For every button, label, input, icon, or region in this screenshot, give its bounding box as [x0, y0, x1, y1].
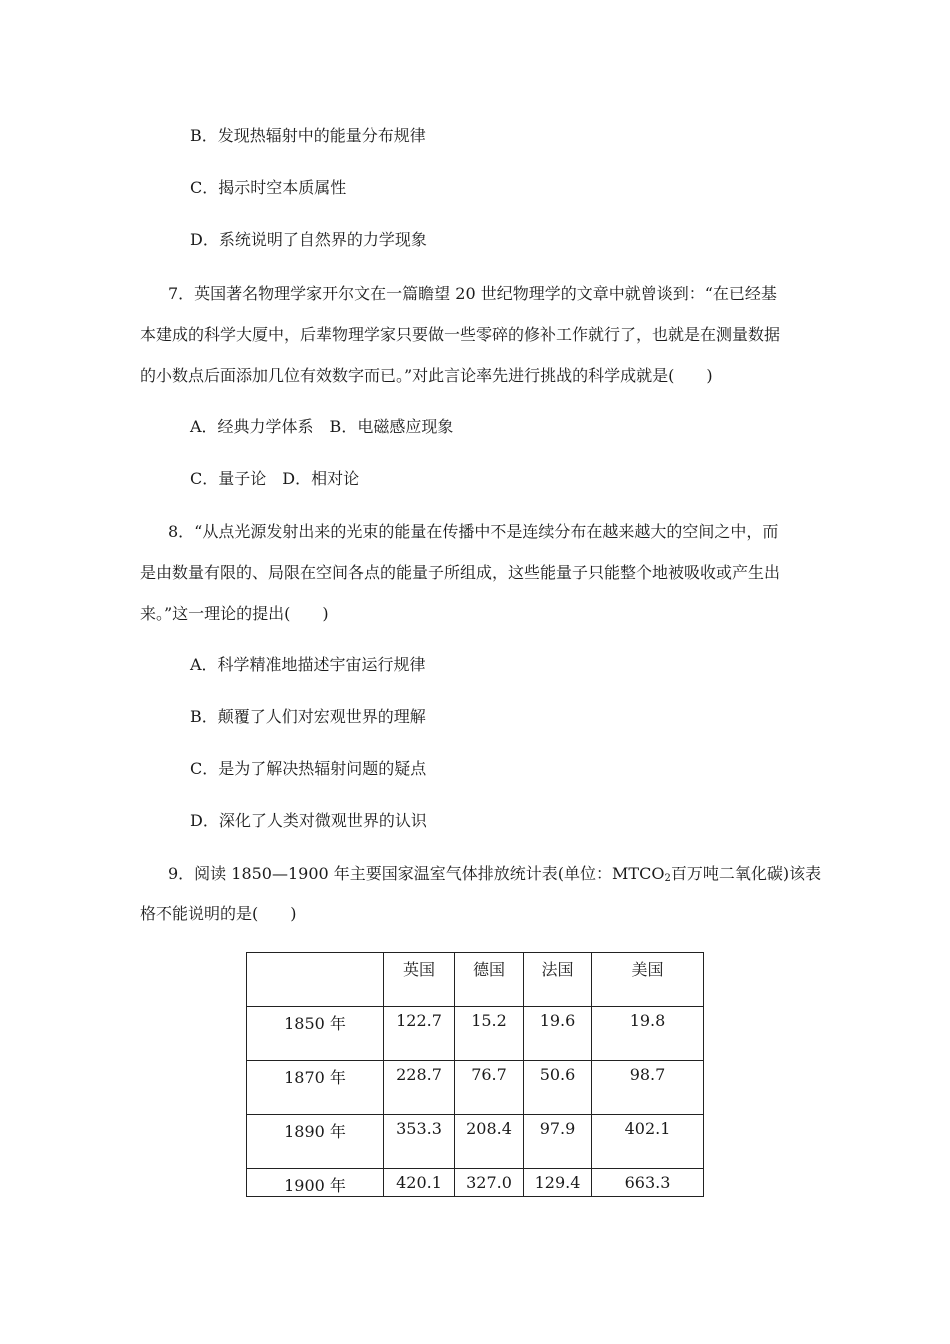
q9-stem-line-2: 格不能说明的是( ): [140, 904, 297, 923]
q9-stem-subscript: 2: [664, 873, 671, 884]
table-cell: 19.6: [524, 1007, 592, 1061]
table-cell: 327.0: [455, 1169, 524, 1197]
q7-stem-line-3: 的小数点后面添加几位有效数字而已。”对此言论率先进行挑战的科学成就是( ): [140, 366, 713, 385]
q9-stem-text-post: 百万吨二氧化碳)该表: [670, 864, 822, 883]
table-row: [247, 1169, 704, 1197]
table-cell: 50.6: [524, 1061, 592, 1115]
table-cell: 420.1: [384, 1169, 455, 1197]
table-cell: 1870 年: [247, 1061, 384, 1115]
table-cell: 1900 年: [247, 1169, 384, 1197]
q8-option-a: A．科学精准地描述宇宙运行规律: [190, 655, 426, 674]
table-header-cell: 美国: [592, 953, 704, 1007]
q8-stem-line-3: 来。”这一理论的提出( ): [140, 604, 329, 623]
q6-option-c: C．揭示时空本质属性: [190, 178, 347, 197]
table-header-cell: 德国: [455, 953, 524, 1007]
emissions-table: [246, 952, 704, 1197]
table-cell: 97.9: [524, 1115, 592, 1169]
q7-stem-line-1: 7．英国著名物理学家开尔文在一篇瞻望 20 世纪物理学的文章中就曾谈到：“在已经基: [168, 284, 777, 303]
table-row: [247, 1115, 704, 1169]
table-cell: 19.8: [592, 1007, 704, 1061]
q8-stem-line-2: 是由数量有限的、局限在空间各点的能量子所组成，这些能量子只能整个地被吸收或产生出: [140, 563, 781, 582]
q8-option-b: B．颠覆了人们对宏观世界的理解: [190, 707, 426, 726]
table-cell: 1890 年: [247, 1115, 384, 1169]
q6-option-b: B．发现热辐射中的能量分布规律: [190, 126, 426, 145]
table-row: [247, 1007, 704, 1061]
q7-options-cd: C．量子论 D．相对论: [190, 469, 360, 488]
table-cell: 228.7: [384, 1061, 455, 1115]
table-cell: 15.2: [455, 1007, 524, 1061]
q7-stem-line-2: 本建成的科学大厦中，后辈物理学家只要做一些零碎的修补工作就行了，也就是在测量数据: [140, 325, 781, 344]
table-header-cell: [247, 953, 384, 1007]
table-cell: 208.4: [455, 1115, 524, 1169]
q8-option-d: D．深化了人类对微观世界的认识: [190, 811, 427, 830]
table-cell: 98.7: [592, 1061, 704, 1115]
table-cell: 1850 年: [247, 1007, 384, 1061]
q8-option-c: C．是为了解决热辐射问题的疑点: [190, 759, 427, 778]
q9-stem-text-pre: 9．阅读 1850—1900 年主要国家温室气体排放统计表(单位：MTCO: [168, 864, 665, 883]
table-header-row: [247, 953, 704, 1007]
table-cell: 129.4: [524, 1169, 592, 1197]
table-cell: 122.7: [384, 1007, 455, 1061]
q6-option-d: D．系统说明了自然界的力学现象: [190, 230, 427, 249]
q8-stem-line-1: 8．“从点光源发射出来的光束的能量在传播中不是连续分布在越来越大的空间之中，而: [168, 522, 779, 541]
q9-stem-line-1: [168, 863, 858, 890]
table-header-cell: 英国: [384, 953, 455, 1007]
table-header-cell: 法国: [524, 953, 592, 1007]
table-cell: 402.1: [592, 1115, 704, 1169]
q7-options-ab: A．经典力学体系 B．电磁感应现象: [190, 417, 454, 436]
table-row: [247, 1061, 704, 1115]
table-cell: 663.3: [592, 1169, 704, 1197]
table-cell: 353.3: [384, 1115, 455, 1169]
table-cell: 76.7: [455, 1061, 524, 1115]
